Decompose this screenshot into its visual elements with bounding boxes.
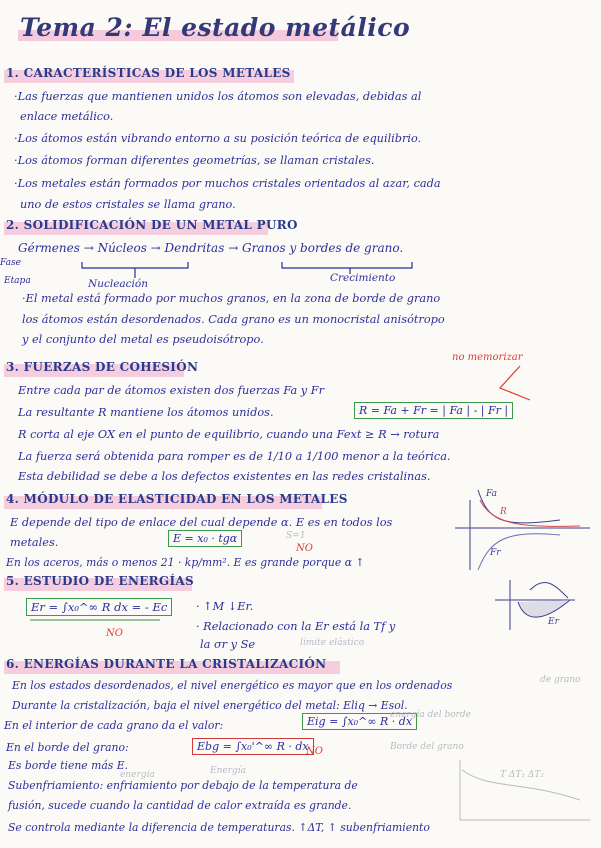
gray-annotation: de grano bbox=[540, 675, 581, 685]
text-line: uno de estos cristales se llama grano. bbox=[20, 198, 236, 211]
graph-label-fr: Fr bbox=[490, 548, 501, 558]
nucleacion-label: Nucleación bbox=[88, 278, 148, 290]
text-line: Esta debilidad se debe a los defectos existentes en las redes cristalinas. bbox=[18, 470, 431, 483]
formula-box: R = Fa + Fr = | Fa | - | Fr | bbox=[354, 402, 513, 419]
text-line: metales. bbox=[10, 536, 59, 549]
energy-bullet: · ↑M ↓Er. bbox=[196, 600, 254, 613]
gray-annotation: Borde del grano bbox=[390, 742, 464, 752]
graph-label-fa: Fa bbox=[486, 489, 497, 499]
fase-label: Fase bbox=[0, 258, 21, 268]
text-line: Es borde tiene más E. bbox=[8, 759, 129, 772]
no-memorizar-note: no memorizar bbox=[452, 352, 523, 363]
text-line: Durante la cristalización, baja el nivel energético del metal: Eliq → Esol. bbox=[12, 699, 408, 712]
page-title: Tema 2: El estado metálico bbox=[20, 13, 411, 42]
text-line: ·Los metales están formados por muchos cristales orientados al azar, cada bbox=[14, 177, 441, 190]
text-line: En los estados desordenados, el nivel energético es mayor que en los ordenados bbox=[12, 679, 453, 692]
text-line: E depende del tipo de enlace del cual depende α. E es en todos los bbox=[10, 516, 393, 529]
text-line: En el interior de cada grano da el valor: bbox=[4, 719, 224, 732]
cooling-graph bbox=[460, 760, 590, 820]
energy-bullet: · Relacionado con la Er está la Tf y bbox=[196, 620, 396, 633]
section-heading-3: 3. FUERZAS DE COHESIÓN bbox=[6, 360, 199, 374]
crecimiento-label: Crecimiento bbox=[330, 272, 396, 284]
gray-annotation: energía del borde bbox=[390, 710, 472, 720]
gray-annotation: S=1 bbox=[286, 531, 306, 541]
formula-box: Er = ∫x₀^∞ R dx = - Ec bbox=[26, 598, 172, 616]
gray-annotation: límite elástico bbox=[300, 638, 365, 648]
text-line: ·El metal está formado por muchos granos, en la zona de borde de grano bbox=[22, 292, 441, 305]
section-heading-5: 5. ESTUDIO DE ENERGÍAS bbox=[6, 574, 194, 588]
text-line: Entre cada par de átomos existen dos fuerzas Fa y Fr bbox=[18, 384, 325, 397]
text-line: fusión, sucede cuando la cantidad de calor extraída es grande. bbox=[8, 799, 352, 812]
text-line: enlace metálico. bbox=[20, 110, 114, 123]
text-line: Subenfriamiento: enfriamiento por debajo de la temperatura de bbox=[8, 779, 358, 792]
text-line: y el conjunto del metal es pseudoisótropo. bbox=[22, 333, 264, 346]
etapa-label: Etapa bbox=[4, 276, 31, 286]
force-graph bbox=[455, 490, 590, 570]
solidification-flow: Gérmenes → Núcleos → Dendritas → Granos y bordes de grano. bbox=[18, 241, 404, 255]
section-heading-4: 4. MÓDULO DE ELASTICIDAD EN LOS METALES bbox=[6, 492, 348, 506]
energy-bullet: la σr y Se bbox=[200, 638, 256, 651]
text-line: En el borde del grano: bbox=[6, 741, 129, 754]
text-line: La resultante R mantiene los átomos unidos. bbox=[18, 406, 274, 419]
no-note: NO bbox=[306, 746, 323, 757]
text-line: En los aceros, más o menos 21 · kp/mm². E es grande porque α ↑ bbox=[6, 556, 365, 569]
text-line: Se controla mediante la diferencia de temperaturas. ↑ΔT, ↑ subenfriamiento bbox=[8, 821, 430, 834]
text-line: los átomos están desordenados. Cada grano es un monocristal anisótropo bbox=[22, 313, 445, 326]
graph-label-er: Er bbox=[548, 617, 559, 627]
section-heading-6: 6. ENERGÍAS DURANTE LA CRISTALIZACIÓN bbox=[6, 657, 327, 671]
formula-box-border: Ebg = ∫x₀'^∞ R · dx bbox=[192, 738, 314, 755]
section-heading-2: 2. SOLIDIFICACIÓN DE UN METAL PURO bbox=[6, 218, 298, 232]
gray-annotation: energía bbox=[120, 770, 155, 780]
energy-graph bbox=[495, 580, 575, 630]
formula-box-interior: Eig = ∫x₀^∞ R · dx bbox=[302, 713, 417, 730]
gray-annotation: T ΔT₁ ΔT₂ bbox=[500, 770, 544, 780]
text-line: ·Los átomos forman diferentes geometrías, se llaman cristales. bbox=[14, 154, 375, 167]
section-heading-1: 1. CARACTERÍSTICAS DE LOS METALES bbox=[6, 66, 291, 80]
text-line: ·Los átomos están vibrando entorno a su posición teórica de equilibrio. bbox=[14, 132, 422, 145]
text-line: R corta al eje OX en el punto de equilibrio, cuando una Fext ≥ R → rotura bbox=[18, 428, 440, 441]
gray-annotation: Energía bbox=[210, 766, 246, 776]
no-note: NO bbox=[106, 628, 123, 639]
text-line: ·Las fuerzas que mantienen unidos los átomos son elevadas, debidas al bbox=[14, 90, 422, 103]
graph-label-r: R bbox=[500, 507, 507, 517]
no-note: NO bbox=[296, 543, 313, 554]
text-line: La fuerza será obtenida para romper es de 1/10 a 1/100 menor a la teórica. bbox=[18, 450, 451, 463]
formula-box: E = x₀ · tgα bbox=[168, 530, 242, 547]
